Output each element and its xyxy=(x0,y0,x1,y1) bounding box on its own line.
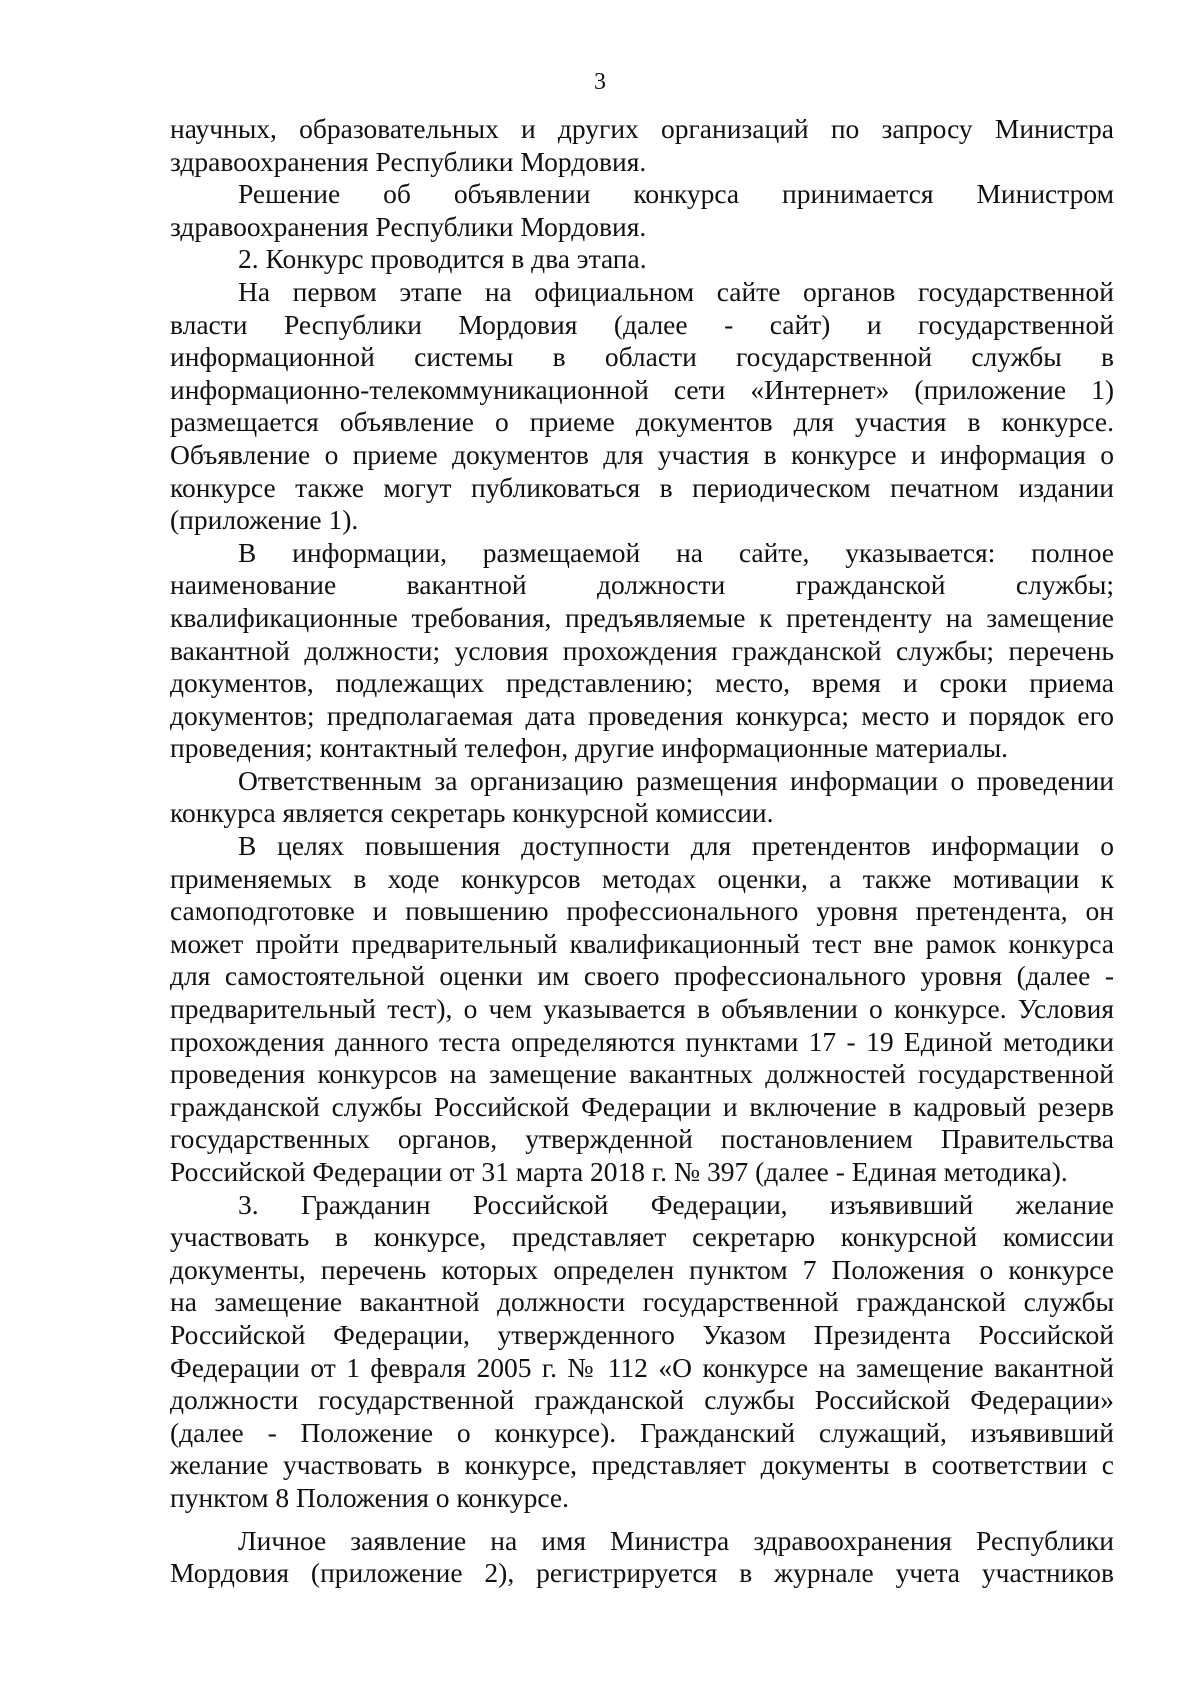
text-line: В целях повышения доступности для претендентов информации о xyxy=(238,830,1114,862)
text-line: размещается объявление о приеме документов для участия в конкурсе. xyxy=(170,406,1114,438)
text-line: может пройти предварительный квалификационный тест вне рамок конкурса xyxy=(170,927,1114,959)
text-line: на замещение вакантной должности государственной гражданской службы xyxy=(170,1286,1114,1318)
text-line: проведения; контактный телефон, другие информационные материалы. xyxy=(170,732,1009,764)
text-line: вакантной должности; условия прохождения гражданской службы; перечень xyxy=(170,634,1114,666)
text-line: должности государственной гражданской службы Российской Федерации» xyxy=(170,1384,1114,1416)
text-line: гражданской службы Российской Федерации и включение в кадровый резерв xyxy=(170,1090,1114,1122)
text-line: для самостоятельной оценки им своего профессионального уровня (далее - xyxy=(170,960,1114,992)
text-line: информационно-телекоммуникационной сети «Интернет» (приложение 1) xyxy=(170,373,1114,405)
text-line: В информации, размещаемой на сайте, указывается: полное xyxy=(238,536,1114,568)
text-line: применяемых в ходе конкурсов методах оценки, а также мотивации к xyxy=(170,862,1114,894)
text-line: конкурса является секретарь конкурсной комиссии. xyxy=(170,797,774,829)
text-line: научных, образовательных и других организаций по запросу Министра xyxy=(170,113,1114,144)
text-line: желание участвовать в конкурсе, представляет документы в соответствии с xyxy=(170,1449,1114,1481)
text-line: Объявление о приеме документов для участия в конкурсе и информация о xyxy=(170,438,1114,470)
text-line: документов, подлежащих представлению; место, время и сроки приема xyxy=(170,667,1114,699)
text-line: наименование вакантной должности гражданской службы; xyxy=(170,569,1114,601)
text-line: пунктом 8 Положения о конкурсе. xyxy=(170,1481,569,1513)
text-line: документы, перечень которых определен пунктом 7 Положения о конкурсе xyxy=(170,1253,1114,1285)
text-line: Решение об объявлении конкурса принимается Министром xyxy=(238,178,1114,210)
document-body xyxy=(170,113,1114,1590)
text-line: 2. Конкурс проводится в два этапа. xyxy=(238,243,647,275)
text-line: На первом этапе на официальном сайте органов государственной xyxy=(238,275,1114,307)
text-line: самоподготовке и повышению профессионального уровня претендента, он xyxy=(170,895,1114,927)
text-line: предварительный тест), о чем указывается в объявлении о конкурсе. Условия xyxy=(170,993,1114,1025)
text-line: Ответственным за организацию размещения информации о проведении xyxy=(238,764,1114,796)
text-line: здравоохранения Республики Мордовия. xyxy=(170,145,647,177)
text-line: Российской Федерации от 31 марта 2018 г. № 397 (далее - Единая методика). xyxy=(170,1156,1068,1187)
text-line: Мордовия (приложение 2), регистрируется в журнале учета участников xyxy=(170,1557,1114,1589)
text-line: Федерации от 1 февраля 2005 г. № 112 «О конкурсе на замещение вакантной xyxy=(170,1351,1114,1383)
text-line: проведения конкурсов на замещение вакантных должностей государственной xyxy=(170,1058,1114,1090)
text-line: Личное заявление на имя Министра здравоохранения Республики xyxy=(238,1524,1114,1556)
text-line: (далее - Положение о конкурсе). Гражданский служащий, изъявивший xyxy=(170,1416,1114,1448)
text-line: Российской Федерации, утвержденного Указом Президента Российской xyxy=(170,1318,1114,1350)
text-line: прохождения данного теста определяются пунктами 17 - 19 Единой методики xyxy=(170,1025,1114,1057)
text-line: власти Республики Мордовия (далее - сайт) и государственной xyxy=(170,308,1114,340)
text-line: конкурсе также могут публиковаться в периодическом печатном издании xyxy=(170,471,1114,503)
text-line: информационной системы в области государственной службы в xyxy=(170,341,1114,373)
page-number: 3 xyxy=(594,69,606,95)
text-line: здравоохранения Республики Мордовия. xyxy=(170,210,647,242)
text-line: (приложение 1). xyxy=(170,504,359,536)
text-line: государственных органов, утвержденной постановлением Правительства xyxy=(170,1123,1114,1155)
text-line: документов; предполагаемая дата проведения конкурса; место и порядок его xyxy=(170,699,1114,731)
text-line: квалификационные требования, предъявляемые к претенденту на замещение xyxy=(170,601,1114,633)
text-line: 3. Гражданин Российской Федерации, изъявивший желание xyxy=(238,1188,1114,1220)
text-line: участвовать в конкурсе, представляет секретарю конкурсной комиссии xyxy=(170,1221,1114,1253)
